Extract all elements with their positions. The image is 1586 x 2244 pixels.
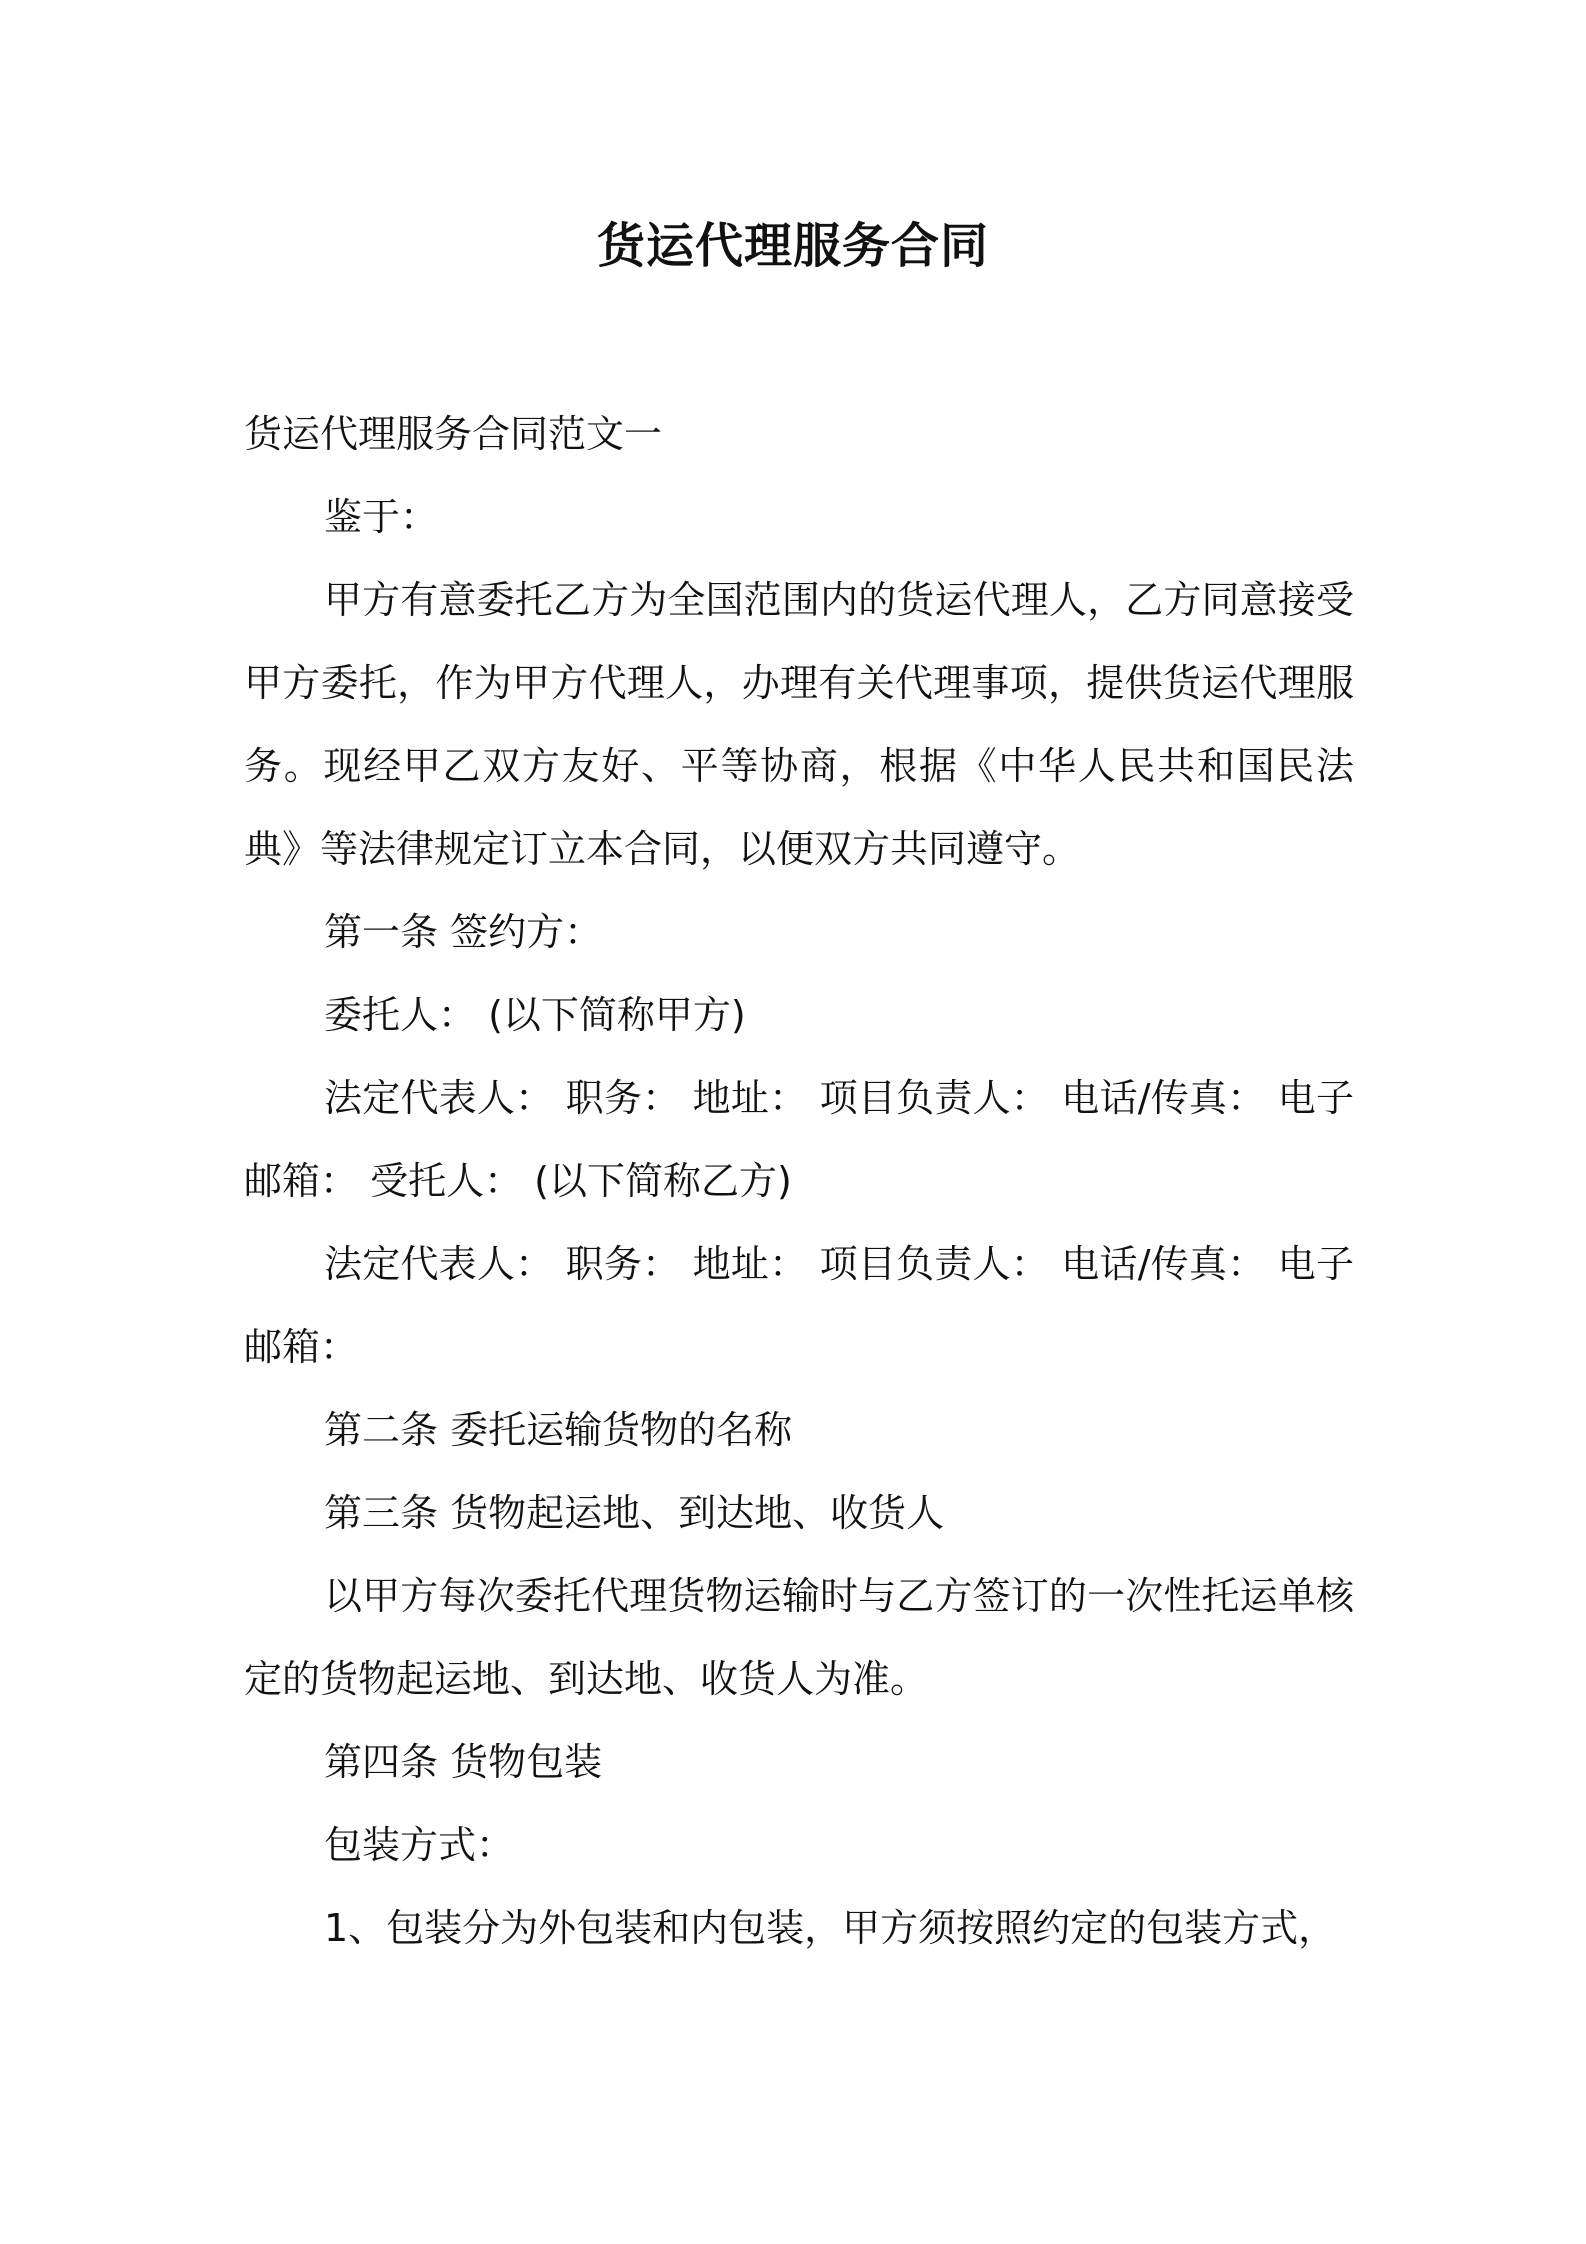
paragraph-article-3: 第三条 货物起运地、到达地、收货人 [324, 1491, 945, 1535]
paragraph-article-1: 第一条 签约方： [324, 910, 603, 954]
paragraph-article-3-body: 以甲方每次委托代理货物运输时与乙方签订的一次性托运单核定的货物起运地、到达地、收货人为准。 [244, 1574, 1354, 1701]
paragraph-packaging-method: 包装方式： [324, 1823, 515, 1867]
paragraph-intro: 甲方有意委托乙方为全国范围内的货运代理人，乙方同意接受甲方委托，作为甲方代理人，办理有关代理事项，提供货运代理服务。现经甲乙双方友好、平等协商，根据《中华人民共和国民法典》等法律规定订立本合同，以便双方共同遵守。 [244, 578, 1354, 871]
document-body [244, 393, 1354, 1970]
paragraph-packaging-item-1: 1、包装分为外包装和内包装，甲方须按照约定的包装方式， [324, 1906, 1337, 1950]
paragraph-agent-details: 法定代表人： 职务： 地址： 项目负责人： 电话/传真： 电子邮箱： [244, 1242, 1354, 1369]
document-title: 货运代理服务合同 [596, 218, 989, 274]
paragraph-whereas: 鉴于： [324, 495, 439, 539]
paragraph-subtitle: 货运代理服务合同范文一 [244, 412, 663, 456]
paragraph-article-4: 第四条 货物包装 [324, 1740, 603, 1784]
paragraph-principal-details: 法定代表人： 职务： 地址： 项目负责人： 电话/传真： 电子邮箱： 受托人： (以下简称乙方) [244, 1076, 1354, 1203]
paragraph-principal: 委托人： (以下简称甲方) [324, 993, 746, 1037]
paragraph-article-2: 第二条 委托运输货物的名称 [324, 1408, 793, 1452]
